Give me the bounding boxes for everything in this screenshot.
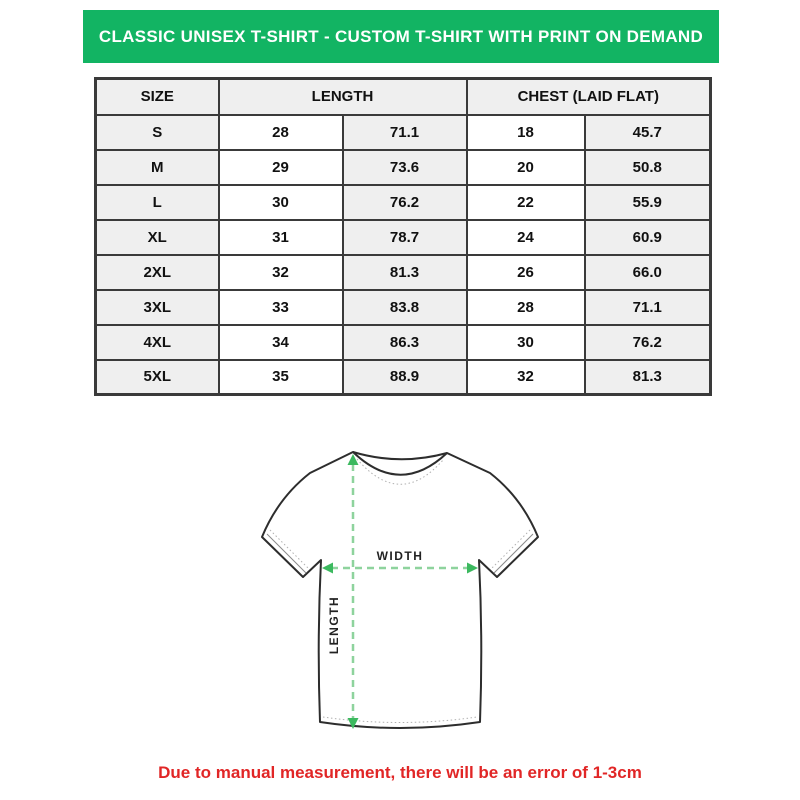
chest-cm-cell: 50.8: [585, 150, 711, 185]
chest-in-cell: 30: [467, 325, 585, 360]
size-table: [94, 77, 712, 396]
length-cm-cell: 83.8: [343, 290, 467, 325]
chest-in-cell: 18: [467, 115, 585, 150]
length-cm-cell: 73.6: [343, 150, 467, 185]
table-row: [96, 220, 711, 255]
table-row: [96, 290, 711, 325]
length-in-cell: 29: [219, 150, 343, 185]
measurement-note: Due to manual measurement, there will be an error of 1-3cm: [158, 763, 642, 782]
header-length: LENGTH: [219, 79, 467, 115]
chest-in-cell: 22: [467, 185, 585, 220]
length-in-cell: 33: [219, 290, 343, 325]
length-cm-cell: 88.9: [343, 360, 467, 395]
chest-in-cell: 24: [467, 220, 585, 255]
chest-cm-cell: 60.9: [585, 220, 711, 255]
size-cell: M: [96, 150, 219, 185]
tshirt-diagram: [200, 440, 600, 770]
length-in-cell: 28: [219, 115, 343, 150]
chest-cm-cell: 55.9: [585, 185, 711, 220]
size-cell: 3XL: [96, 290, 219, 325]
size-cell: L: [96, 185, 219, 220]
chest-cm-cell: 71.1: [585, 290, 711, 325]
table-row: [96, 325, 711, 360]
chest-cm-cell: 66.0: [585, 255, 711, 290]
length-cm-cell: 71.1: [343, 115, 467, 150]
length-in-cell: 32: [219, 255, 343, 290]
chest-in-cell: 32: [467, 360, 585, 395]
length-label: LENGTH: [327, 595, 341, 655]
table-row: [96, 255, 711, 290]
chest-cm-cell: 45.7: [585, 115, 711, 150]
page-title: CLASSIC UNISEX T-SHIRT - CUSTOM T-SHIRT WITH PRINT ON DEMAND: [98, 26, 704, 46]
size-cell: S: [96, 115, 219, 150]
length-in-cell: 31: [219, 220, 343, 255]
header-size: SIZE: [96, 79, 219, 115]
length-cm-cell: 76.2: [343, 185, 467, 220]
table-row: [96, 185, 711, 220]
header-chest: CHEST (LAID FLAT): [467, 79, 711, 115]
width-label: WIDTH: [376, 549, 424, 563]
chest-in-cell: 20: [467, 150, 585, 185]
table-row: [96, 115, 711, 150]
table-header-row: [96, 79, 711, 115]
chest-cm-cell: 76.2: [585, 325, 711, 360]
length-cm-cell: 81.3: [343, 255, 467, 290]
size-cell: 5XL: [96, 360, 219, 395]
tshirt-outline: [262, 452, 538, 728]
chest-in-cell: 26: [467, 255, 585, 290]
table-row: [96, 360, 711, 395]
length-in-cell: 35: [219, 360, 343, 395]
size-cell: 2XL: [96, 255, 219, 290]
size-cell: XL: [96, 220, 219, 255]
length-in-cell: 30: [219, 185, 343, 220]
length-cm-cell: 86.3: [343, 325, 467, 360]
length-in-cell: 34: [219, 325, 343, 360]
length-cm-cell: 78.7: [343, 220, 467, 255]
size-cell: 4XL: [96, 325, 219, 360]
title-banner: [83, 10, 719, 63]
chest-cm-cell: 81.3: [585, 360, 711, 395]
table-row: [96, 150, 711, 185]
chest-in-cell: 28: [467, 290, 585, 325]
